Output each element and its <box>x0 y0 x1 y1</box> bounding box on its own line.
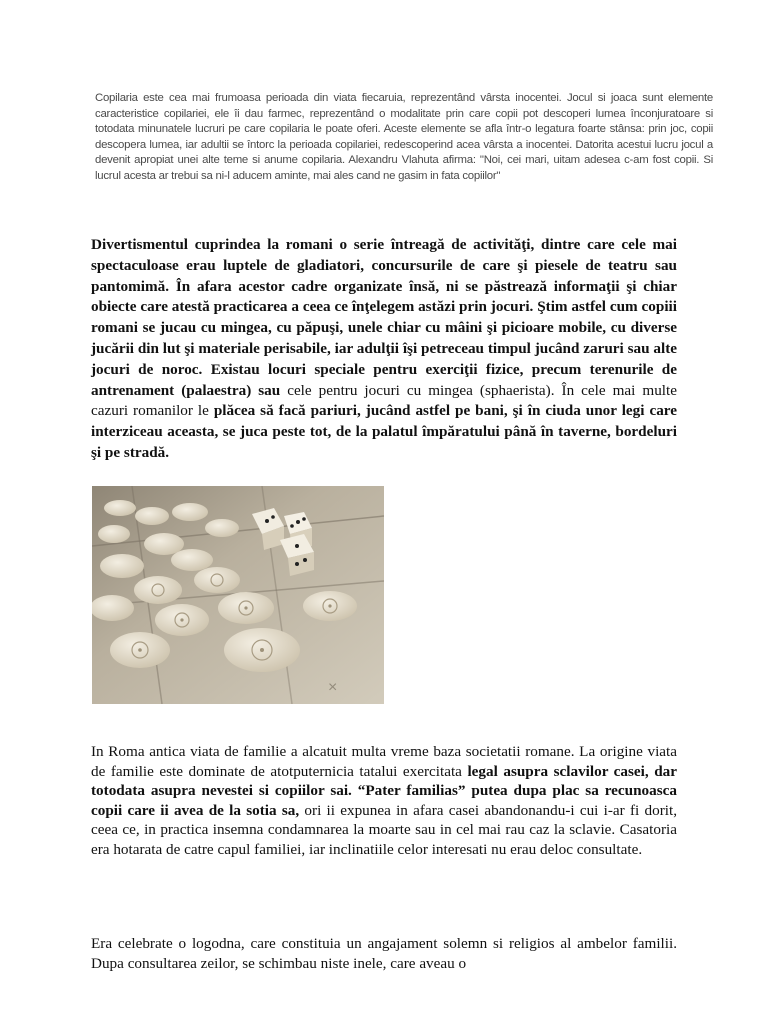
paragraph2-normal-text-2: ori ii expunea in afara casei abandonandu-i cui i-ar fi dorit, ceea ce, in practica insemna condamnarea la moarte sau in cel mai rau caz la sclavie. Casatoria era hotarata de catre capul familiei, iar inclinatiile celor interesati nu erau deloc consultate. <box>91 801 677 858</box>
paragraph-roman-family <box>91 742 677 860</box>
roman-dice-game-photo <box>92 486 384 704</box>
paragraph2-normal-text: In Roma antica viata de familie a alcatuit multa vreme baza societatii romane. La origine viata de familie este dominate de atotputernicia tatalui exercitata <box>91 743 677 780</box>
paragraph1-bold-text: Divertismentul cuprindea la romani o serie întreagă de activităţi, dintre care cele mai spectaculoase erau luptele de gladiatori, concursurile de care şi piesele de teatru sau pantomimă. În afara acestor cadre organizate însă, ni se păstrează informaţii şi chiar obiecte care atestă practicarea a ceea ce înţelegem astăzi prin jocuri. Ştim astfel cum copiii romani se jucau cu mingea, cu păpuşi, unele chiar cu mâini şi picioare mobile, cu diverse jucării din lut şi materiale perisabile, iar adulţii îşi petreceau timpul jucând zaruri sau alte jocuri de noroc. Existau locuri speciale pentru exerciţii fizice, precum terenurile de antrenament (palaestra) sau <box>91 236 677 399</box>
paragraph2-bold-text: legal asupra sclavilor casei, dar totodata asupra nevestei si copiilor sai. “Pater familias” putea dupa plac sa recunoasca copii care ii avea de la sotia sa, <box>91 762 677 819</box>
paragraph1-normal-text: cele pentru jocuri cu mingea (sphaerista). În cele mai multe cazuri romanilor le <box>91 381 677 420</box>
svg-text:×: × <box>328 679 338 696</box>
paragraph1-bold-text-2: plăcea să facă pariuri, jucând astfel pe bani, şi în ciuda unor legi care interziceau aceasta, se juca peste tot, de la palatul împăratului până în taverne, bordeluri şi pe stradă. <box>91 402 677 461</box>
paragraph-engagement: Era celebrate o logodna, care constituia un angajament solemn si religios al ambelor familii. Dupa consultarea zeilor, se schimbau niste inele, care aveau o <box>91 935 677 972</box>
paragraph-roman-entertainment <box>91 235 677 464</box>
intro-paragraph: Copilaria este cea mai frumoasa perioada din viata fiecaruia, reprezentând vârsta inocentei. Jocul si joaca sunt elemente caracteristice copilariei, ele îi dau farmec, reprezentând o modalitate prin care copii pot descoperi lumea înconjuratoare si totodata minunatele lucruri pe care copilaria le poate oferi. Aceste elemente se afla într-o legatura foarte stânsa: prin joc, copii descopera lumea, iar adultii se întorc la perioada copilariei, redescoperind acea vârsta a inocentei. Datorita acestui lucru jocul a devenit apropiat unei alte teme si anume copilaria. Alexandru Vlahuta afirma: "Noi, cei mari, uitam adesea c-am fost copii. Si lucrul acesta ar trebui sa ni-l aducem aminte, mai ales cand ne gasim in fata copiilor" <box>95 92 713 182</box>
